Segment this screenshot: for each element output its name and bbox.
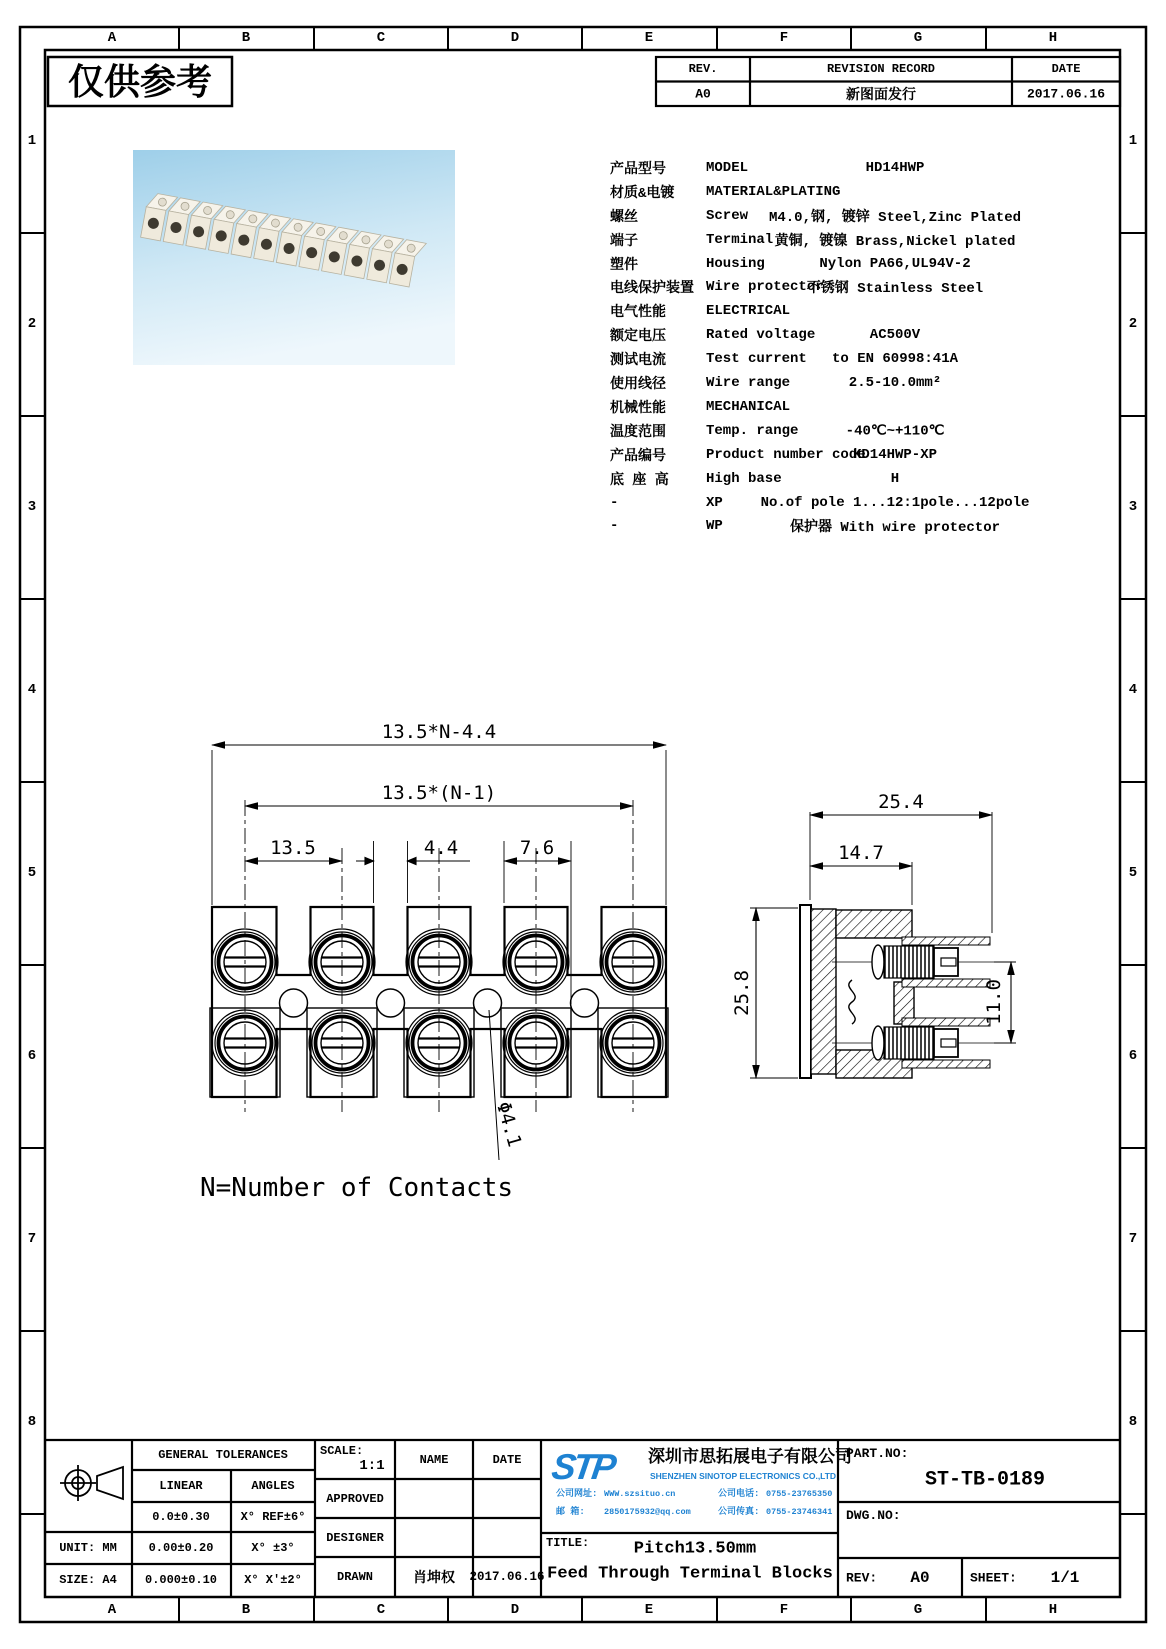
- spec-en: Wire range: [706, 375, 791, 391]
- spec-cn: 产品编号: [610, 449, 666, 465]
- linear-header: LINEAR: [159, 1479, 203, 1493]
- spec-en: Test current: [706, 351, 807, 367]
- grid-col-label: A: [107, 1602, 117, 1618]
- grid-row-label: 1: [1128, 133, 1138, 149]
- spec-en: Housing: [706, 256, 765, 272]
- spec-en: Terminal: [706, 232, 774, 248]
- spec-en: High base: [706, 471, 782, 487]
- grid-col-label: E: [644, 30, 654, 46]
- dim-side-width: 25.4: [878, 791, 924, 813]
- spec-cn: 电线保护装置: [610, 281, 694, 297]
- dim-hole: Φ4.1: [491, 1099, 526, 1150]
- spec-value: 黄铜, 镀镍 Brass,Nickel plated: [774, 234, 1016, 250]
- drawn-name: 肖坤权: [413, 1571, 455, 1587]
- spec-value: M4.0,钢, 镀锌 Steel,Zinc Plated: [768, 210, 1022, 226]
- approved-label: APPROVED: [326, 1492, 384, 1506]
- dwg-no-label: DWG.NO:: [846, 1508, 901, 1523]
- spec-cn: 底 座 高: [610, 473, 669, 489]
- spec-value: H: [890, 471, 900, 487]
- designer-label: DESIGNER: [326, 1531, 384, 1545]
- tolerances-header: GENERAL TOLERANCES: [158, 1448, 288, 1462]
- grid-col-label: G: [913, 30, 923, 46]
- revision-header-rev: REV.: [688, 62, 718, 76]
- drawn-label: DRAWN: [336, 1570, 374, 1584]
- part-no-value: ST-TB-0189: [924, 1468, 1046, 1492]
- spec-cn: 端子: [610, 234, 638, 250]
- revision-header-record: REVISION RECORD: [826, 62, 936, 76]
- grid-col-label: D: [510, 30, 520, 46]
- spec-value: 2.5-10.0mm²: [848, 375, 942, 391]
- rev-value: A0: [910, 1569, 930, 1587]
- spec-value: 不锈钢 Stainless Steel: [806, 281, 984, 297]
- title-line2: Feed Through Terminal Blocks: [547, 1564, 833, 1584]
- spec-value: KD14HWP-XP: [852, 447, 938, 463]
- spec-cn: 测试电流: [610, 353, 666, 369]
- sheet-value: 1/1: [1050, 1569, 1080, 1587]
- dim-notch: 4.4: [423, 837, 459, 859]
- grid-col-label: C: [376, 30, 386, 46]
- unit-label: UNIT: MM: [59, 1541, 117, 1555]
- contacts-note: N=Number of Contacts: [200, 1173, 514, 1203]
- company-fax: 0755-23746341: [766, 1507, 833, 1517]
- sheet-label: SHEET:: [970, 1570, 1017, 1586]
- angle-tol: X° X'±2°: [244, 1573, 302, 1587]
- projection-symbol-icon: [60, 1465, 123, 1501]
- spec-cn: 产品型号: [610, 162, 666, 178]
- title-line1: Pitch13.50mm: [633, 1539, 757, 1559]
- grid-row-label: 7: [1128, 1231, 1138, 1247]
- dim-pitch: 13.5: [270, 837, 316, 859]
- spec-en: WP: [706, 518, 723, 534]
- size-label: SIZE: A4: [59, 1573, 117, 1587]
- revision-date-value: 2017.06.16: [1026, 86, 1106, 102]
- product-photo: [133, 150, 455, 365]
- grid-row-label: 6: [27, 1048, 37, 1064]
- dim-overall: 13.5*N-4.4: [381, 721, 497, 743]
- grid-col-label: E: [644, 1602, 654, 1618]
- grid-col-label: B: [241, 1602, 251, 1618]
- grid-row-label: 1: [27, 133, 37, 149]
- grid-row-label: 5: [27, 865, 37, 881]
- spec-en: XP: [706, 495, 723, 511]
- spec-cn: -: [610, 518, 619, 534]
- spec-cn: 使用线径: [610, 377, 666, 393]
- revision-record-value: 新图面发行: [846, 88, 916, 104]
- spec-value: -40℃~+110℃: [845, 423, 945, 440]
- dim-side-height: 25.8: [731, 970, 753, 1016]
- grid-row-label: 5: [1128, 865, 1138, 881]
- spec-en: ELECTRICAL: [706, 303, 791, 319]
- grid-row-label: 3: [27, 499, 37, 515]
- company-name-en: SHENZHEN SINOTOP ELECTRONICS CO.,LTD: [650, 1471, 837, 1481]
- spec-value: No.of pole 1...12:1pole...12pole: [760, 495, 1030, 511]
- grid-col-label: F: [779, 1602, 789, 1618]
- angle-tol: X° ±3°: [251, 1541, 295, 1555]
- spec-en: Wire protector: [706, 279, 824, 295]
- technical-drawing: [140, 670, 1030, 1230]
- grid-col-label: G: [913, 1602, 923, 1618]
- angle-tol: X° REF±6°: [240, 1510, 306, 1524]
- scale-label: SCALE:: [320, 1444, 364, 1458]
- linear-tol: 0.000±0.10: [144, 1573, 218, 1587]
- drawn-date: 2017.06.16: [469, 1570, 545, 1584]
- revision-rev-value: A0: [695, 86, 711, 102]
- grid-col-label: F: [779, 30, 789, 46]
- grid-row-label: 4: [27, 682, 37, 698]
- company-email-label: 邮 箱:: [556, 1507, 585, 1517]
- part-no-label: PART.NO:: [846, 1446, 909, 1461]
- grid-col-label: A: [107, 30, 117, 46]
- spec-en: MODEL: [706, 160, 749, 176]
- title-label: TITLE:: [546, 1536, 590, 1550]
- spec-value: AC500V: [869, 327, 921, 343]
- spec-en: Rated voltage: [706, 327, 816, 343]
- scale-value: 1:1: [359, 1458, 385, 1474]
- company-email: 2850175932@qq.com: [604, 1507, 691, 1517]
- grid-row-label: 6: [1128, 1048, 1138, 1064]
- company-phone-label: 公司电话:: [718, 1489, 760, 1499]
- spec-cn: 塑件: [610, 258, 638, 274]
- spec-value: Nylon PA66,UL94V-2: [819, 256, 971, 272]
- company-website-label: 公司网址:: [556, 1489, 598, 1499]
- grid-row-label: 3: [1128, 499, 1138, 515]
- front-view: [210, 745, 668, 1160]
- spec-en: Screw: [706, 208, 749, 224]
- grid-row-label: 4: [1128, 682, 1138, 698]
- spec-cn: 额定电压: [610, 329, 666, 345]
- spec-cn: 电气性能: [610, 305, 666, 321]
- company-name-cn: 深圳市思拓展电子有限公司: [648, 1447, 852, 1467]
- grid-row-label: 8: [1128, 1414, 1138, 1430]
- company-phone: 0755-23765350: [766, 1489, 833, 1499]
- grid-col-label: H: [1048, 30, 1058, 46]
- dim-side-tube: 11.0: [983, 979, 1005, 1025]
- grid-row-label: 7: [27, 1231, 37, 1247]
- company-website: WWW.szsituo.cn: [604, 1489, 676, 1499]
- dim-edge: 7.6: [519, 837, 555, 859]
- dim-side-depth: 14.7: [838, 842, 884, 864]
- spec-cn: 温度范围: [610, 425, 666, 441]
- spec-cn: 机械性能: [610, 401, 666, 417]
- angles-header: ANGLES: [251, 1479, 295, 1493]
- spec-en: Temp. range: [706, 423, 799, 439]
- revision-header-date: DATE: [1051, 62, 1081, 76]
- dim-pitch-total: 13.5*(N-1): [381, 782, 497, 804]
- name-header: NAME: [419, 1453, 449, 1467]
- grid-col-label: D: [510, 1602, 520, 1618]
- company-fax-label: 公司传真:: [718, 1507, 760, 1517]
- rev-label: REV:: [846, 1570, 878, 1586]
- spec-cn: 螺丝: [610, 210, 638, 226]
- spec-en: MECHANICAL: [706, 399, 791, 415]
- date-header: DATE: [492, 1453, 522, 1467]
- grid-row-label: 2: [27, 316, 37, 332]
- spec-value: 保护器 With wire protector: [789, 520, 1001, 536]
- grid-row-label: 2: [1128, 316, 1138, 332]
- linear-tol: 0.00±0.20: [148, 1541, 214, 1555]
- company-logo: STP: [549, 1446, 616, 1487]
- spec-en: Product number code: [706, 447, 866, 463]
- grid-col-label: H: [1048, 1602, 1058, 1618]
- spec-value: to EN 60998:41A: [831, 351, 959, 367]
- reference-only-stamp: 仅供参考: [67, 61, 213, 103]
- grid-col-label: C: [376, 1602, 386, 1618]
- spec-cn: -: [610, 495, 619, 511]
- grid-col-label: B: [241, 30, 251, 46]
- spec-value: HD14HWP: [865, 160, 925, 176]
- grid-row-label: 8: [27, 1414, 37, 1430]
- spec-en: MATERIAL&PLATING: [706, 184, 841, 200]
- linear-tol: 0.0±0.30: [152, 1510, 210, 1524]
- spec-cn: 材质&电镀: [610, 186, 675, 202]
